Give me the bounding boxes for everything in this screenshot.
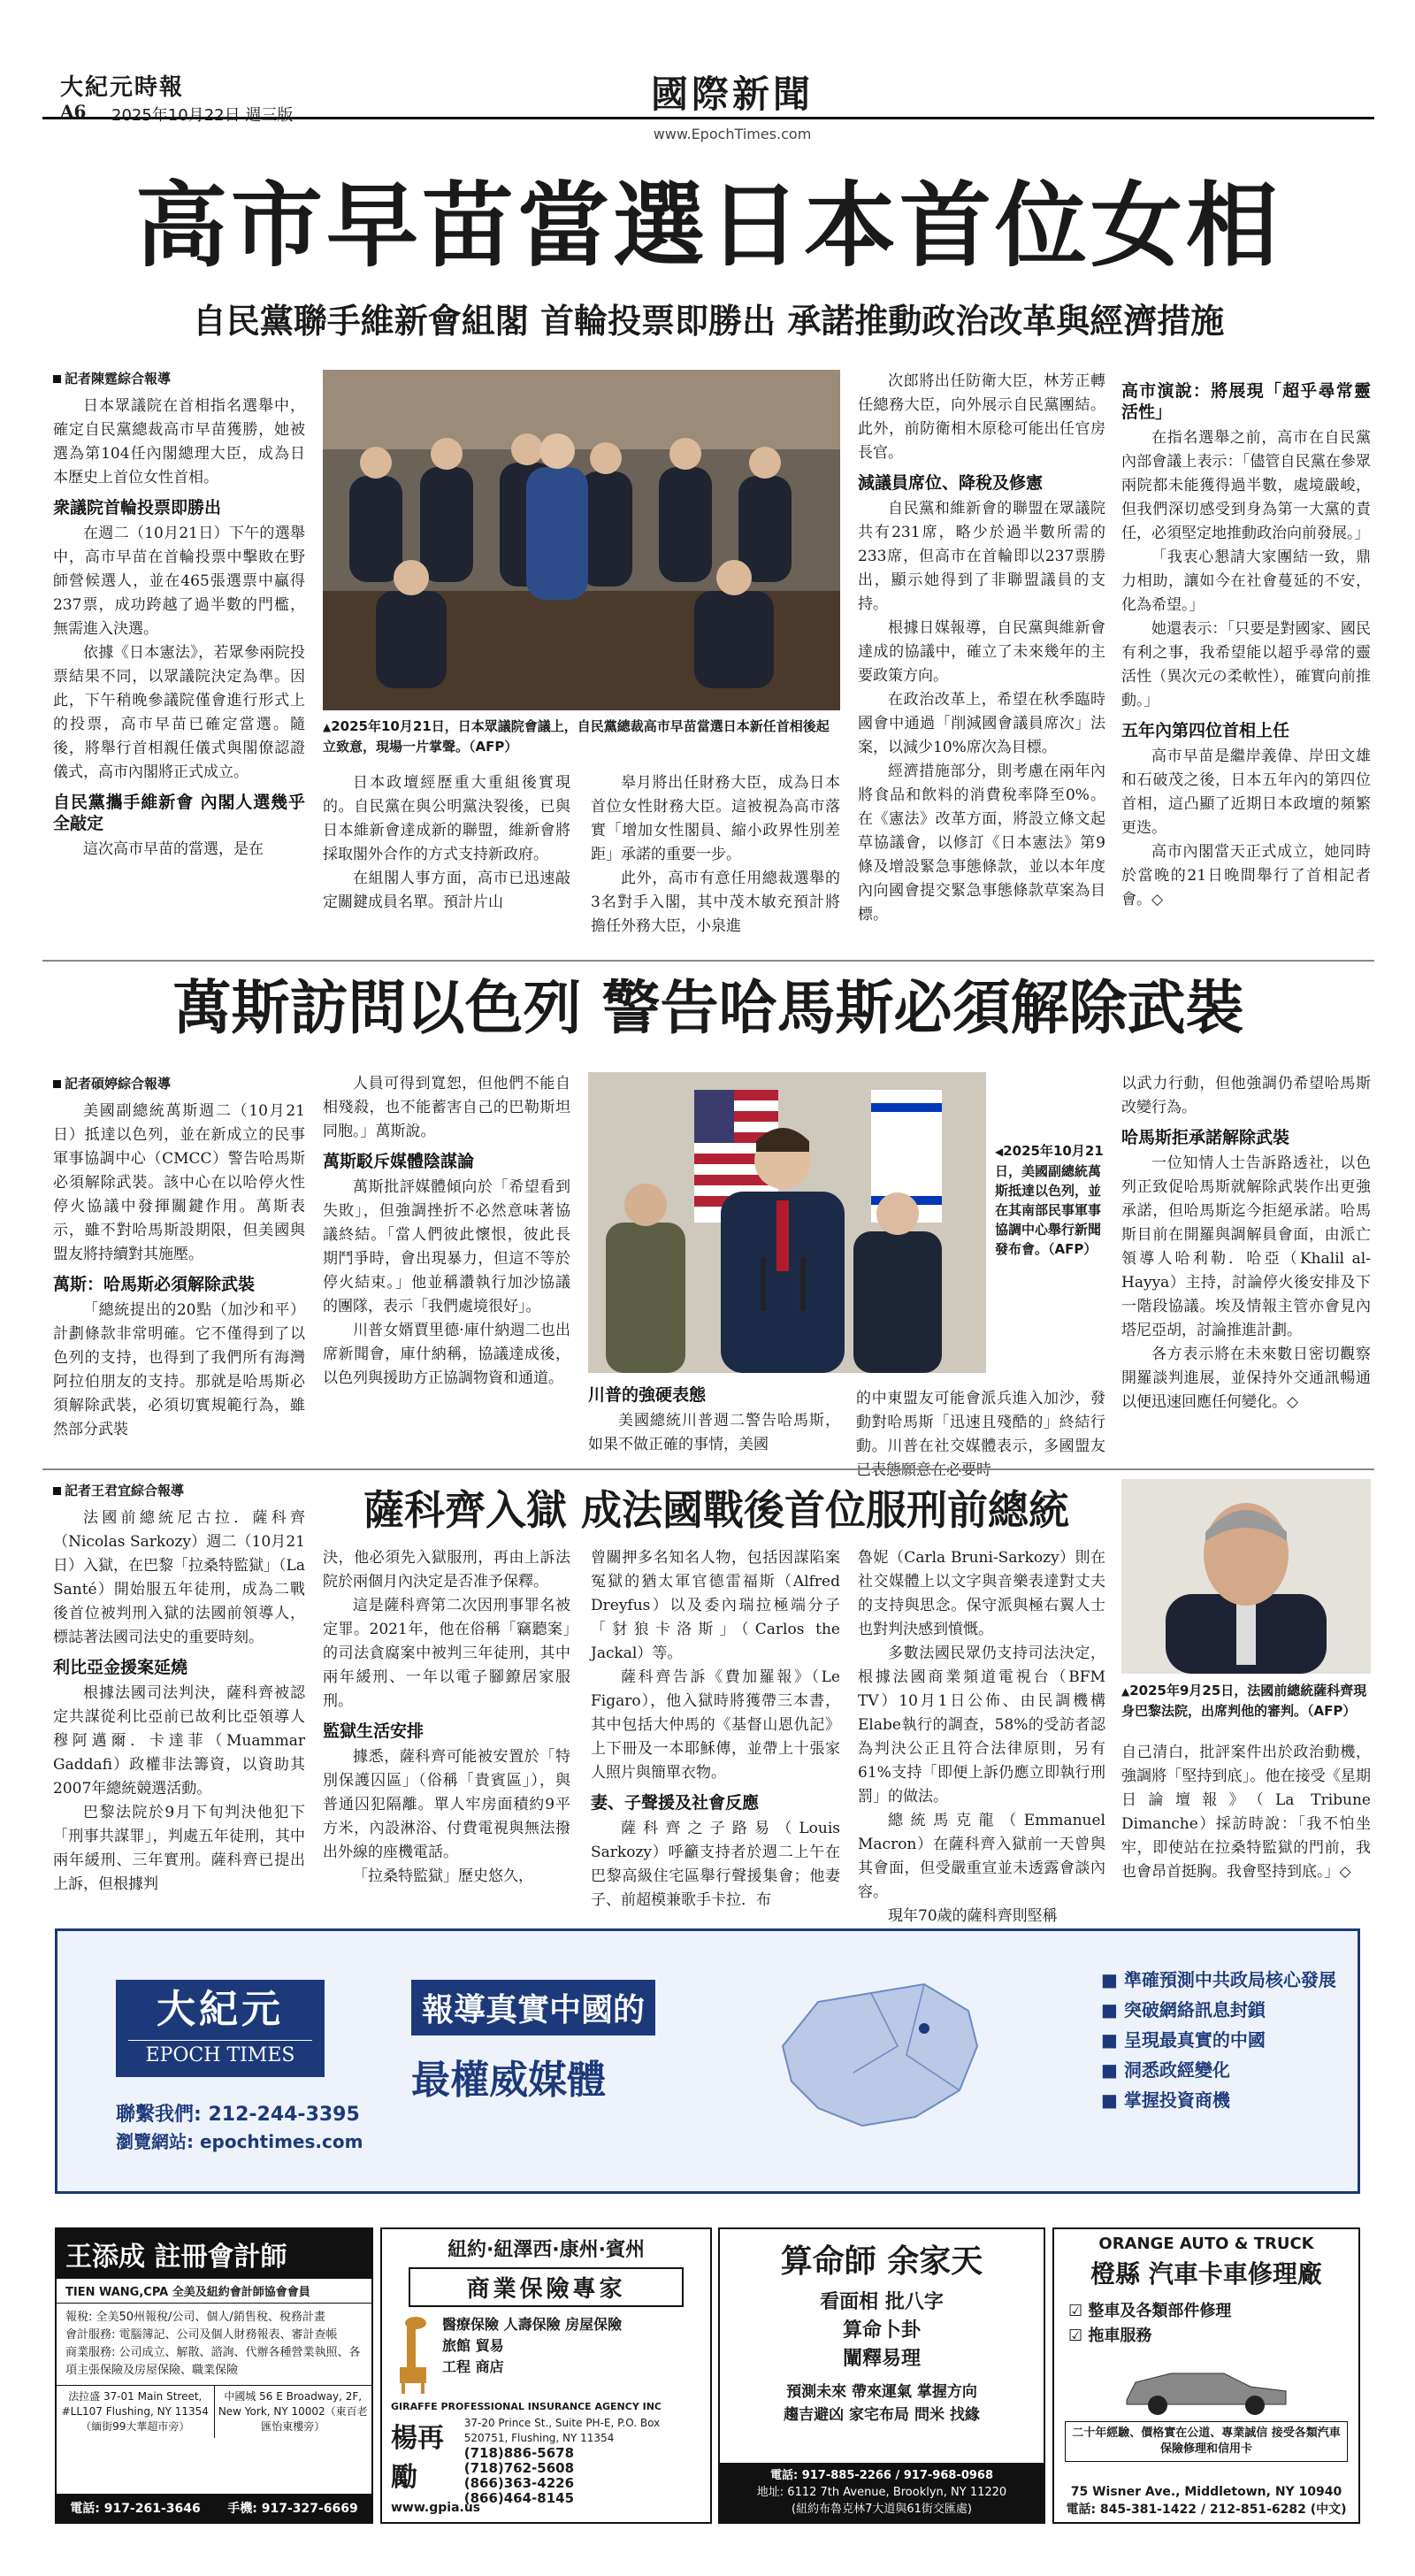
parliament-photo	[323, 370, 840, 710]
ad-title: 紐約·紐澤西·康州·賓州	[447, 2239, 646, 2261]
paragraph: 以武力行動，但他強調仍希望哈馬斯改變行為。	[1121, 1075, 1371, 1116]
bullet-item: ■ 洞悉政經變化	[1101, 2059, 1230, 2081]
paper-name: 大紀元時報	[60, 74, 185, 101]
paragraph: 魯妮（Carla Bruni-Sarkozy）則在社交媒體上以文字與音樂表達對丈夫的支持與思念。保守派與極右翼人士也對判決感到憤慨。	[858, 1549, 1105, 1638]
ad-company: GIRAFFE PROFESSIONAL INSURANCE AGENCY INC	[391, 2401, 662, 2412]
bullet-item: ■ 掌握投資商機	[1101, 2089, 1230, 2111]
ad-line: 醫療保險 人壽保險 房屋保險	[442, 2316, 623, 2333]
ad-bullets	[1101, 1966, 1340, 2117]
ad-subtitle: TIEN WANG,CPA 全美及紐約會計師協會會員	[57, 2279, 371, 2304]
paragraph: 這是薩科齊第二次因刑事罪名被定罪。2021年，他在俗稱「竊聽案」的司法貪腐案中被判三年徒刑，其中兩年緩刑、一年以電子腳鐐居家服刑。	[323, 1597, 570, 1710]
ad-line: 闡釋易理	[842, 2348, 921, 2370]
ad-agent: 楊再勵	[391, 2423, 444, 2493]
paragraph: 根據法國司法判決，薩科齊被認定共謀從利比亞前已故利比亞領導人穆阿邁爾．卡達菲（Muammar Gaddafi）政權非法籌資，以資助其2007年總統競選活動。	[53, 1684, 305, 1798]
giraffe-icon	[391, 2314, 435, 2394]
ad-subtitle: 商業保險專家	[409, 2267, 684, 2307]
ad-line: ☑ 整車及各類部件修理	[1068, 2302, 1232, 2320]
article3-photo-caption: ▲2025年9月25日，法國前總統薩科齊現身巴黎法院，出席判他的審判。（AFP）	[1121, 1683, 1367, 1719]
article2-headline: 萬斯訪問以色列 警告哈馬斯必須解除武裝	[172, 974, 1244, 1042]
ad-slogan	[411, 1980, 712, 2139]
ad-address: 37-20 Prince St., Suite PH-E, P.O. Box 520751, Flushing, NY 11354	[463, 2417, 661, 2444]
paragraph: 一位知情人士告訴路透社，以色列正致促哈馬斯就解除武裝作出更強承諾，但哈馬斯迄今拒絕承諾。哈馬斯目前在開羅與調解員會面，由派亡領導人哈利勒．哈亞（Khalil al-Hayya）主持，討論停火後安排及下一階段協議。埃及情報主管亦會見內塔尼亞胡，討論推進計劃。	[1121, 1154, 1371, 1339]
slogan-line2: 最權威媒體	[411, 2058, 606, 2103]
article1-byline: 記者陳霆綜合報導	[53, 367, 305, 391]
ad-contact[interactable]: 聯繫我們: 212-244-3395	[116, 2104, 360, 2126]
paragraph: 「我衷心懇請大家團結一致，鼎力相助，讓如今在社會蔓延的不安，化為希望。」	[1121, 548, 1371, 614]
paragraph: 次郎將出任防衛大臣，林芳正轉任總務大臣，向外展示自民黨團結。此外，前防衛相木原稔可能出任官房長官。	[858, 372, 1105, 462]
paragraph: 「總統提出的20點（加沙和平）計劃條款非常明確。它不僅得到了以色列的支持，也得到了我們所有海灣阿拉伯朋友的支持。那就是哈馬斯必須解除武裝，必須切實規範行為，雖然部分武裝	[53, 1301, 305, 1438]
epoch-logo	[116, 1980, 325, 2077]
slogan-line1: 報導真實中國的	[411, 1980, 655, 2036]
square-icon	[53, 1487, 61, 1495]
paragraph: 各方表示將在未來數日密切觀察開羅談判進展，並保持外交通訊暢通以便迅速回應任何變化。◇	[1121, 1346, 1371, 1411]
paragraph: 在週二（10月21日）下午的選舉中，高市早苗在首輪投票中擊敗在野師營候選人，並在465張選票中贏得237票，成功跨越了過半數的門檻，無需進入決選。	[53, 525, 305, 638]
article3-col4	[858, 1546, 1105, 1928]
paragraph: 美國副總統萬斯週二（10月21日）抵達以色列，並在新成立的民事軍事協調中心（CMCC）警告哈馬斯必須解除武裝。該中心在以哈停火性停火協議中發揮關鍵作用。萬斯表示，雖不對哈馬斯設期限，但美國與盟友將持續對其施壓。	[53, 1102, 305, 1263]
logo-en: EPOCH TIMES	[128, 2040, 312, 2071]
triangle-icon: ◀	[995, 1146, 1004, 1158]
ad-phone[interactable]: 電話: 845-381-1422 / 212-851-6282 (中文)	[1066, 2503, 1347, 2517]
paragraph: 此外，高市有意任用總裁選舉的3名對手入閣，其中茂木敏充預計將擔任外務大臣，小泉進	[591, 870, 840, 935]
paragraph: 巴黎法院於9月下旬判決他犯下「刑事共謀罪」，判處五年徒刑，其中兩年緩刑、三年實刑。薩科齊已提出上訴，但根據判	[53, 1804, 305, 1893]
article2-col5	[1121, 1072, 1371, 1414]
paragraph: 曾關押多名知名人物，包括因謀陷案冤獄的猶太軍官德雷福斯（Alfred Dreyfus）以及委內瑞拉極端分子「豺狼卡洛斯」（Carlos the Jackal）等。	[591, 1549, 840, 1662]
paragraph: 經濟措施部分，則考慮在兩年內將食品和飲料的消費稅率降至0%。在《憲法》改革方面，將設立條文起草協議會，以修訂《日本憲法》第9條及增設緊急事態條款，並以本年度內向國會提交緊急事態條款草案為目標。	[858, 763, 1105, 924]
paragraph: 自民黨和維新會的聯盟在眾議院共有231席，略少於過半數所需的233席，但高市在首輪即以237票勝出，顯示她得到了非聯盟議員的支持。	[858, 500, 1105, 613]
ad-office: 法拉盛 37-01 Main Street, #LL107 Flushing, NY 11354（緬街99大華超市旁）	[57, 2386, 215, 2438]
ad-phone[interactable]: (866)464-8145	[463, 2490, 575, 2506]
article1-col4	[858, 370, 1105, 927]
ad-website[interactable]: www.gpia.us	[391, 2501, 481, 2515]
paragraph: 多數法國民眾仍支持司法決定，根據法國商業頻道電視台（BFM TV）10月1日公佈、由民調機構Elabe執行的調查，58%的受訪者認為判決公正且符合法律原則，另有61%支持「即便上訴仍應立即執行刑罰」的做法。	[858, 1644, 1105, 1806]
ad-fortune	[718, 2227, 1045, 2524]
paragraph: 人員可得到寬恕，但他們不能自相殘殺，也不能蓄害自己的巴勒斯坦同胞。」萬斯說。	[323, 1075, 570, 1140]
car-icon	[1118, 2356, 1295, 2418]
paragraph: 「拉桑特監獄」歷史悠久，	[353, 1867, 533, 1885]
ad-contact-block	[382, 2412, 710, 2510]
subheading: 萬斯駁斥媒體陰謀論	[323, 1152, 475, 1171]
paragraph: 在指名選舉之前，高市在自民黨內部會議上表示：「儘管自民黨在參眾兩院都未能獲得過半數，處境嚴峻，但我們深切感受到身為第一大黨的責任，必須堅定地推動政治向前發展。」	[1121, 429, 1371, 542]
divider	[42, 1468, 1374, 1470]
ad-website[interactable]: 瀏覽網站: epochtimes.com	[116, 2131, 363, 2152]
article2-col2	[323, 1072, 570, 1391]
ad-phone[interactable]: (866)363-4226	[463, 2475, 575, 2491]
paragraph: 自己清白，批評案件出於政治動機，強調將「堅持到底」。他在接受《星期日論壇報》（La Tribune Dimanche）採訪時說：「我不怕坐牢，即使站在拉桑特監獄的門前，我也會昂首挺胸。我會堅持到底。」◇	[1121, 1744, 1371, 1881]
ad-address: 75 Wisner Ave., Middletown, NY 10940	[1070, 2485, 1342, 2499]
ad-phone[interactable]: 手機: 917-327-6669	[227, 2502, 358, 2516]
subheading: 萬斯：哈馬斯必須解除武裝	[53, 1275, 256, 1294]
article3-col5	[1121, 1741, 1371, 1884]
epoch-times-ad	[55, 1928, 1360, 2194]
article1-subhead: 自民黨聯手維新會組閣 首輪投票即勝出 承諾推動政治改革與經濟措施	[192, 302, 1225, 341]
article2-col1	[53, 1072, 305, 1442]
triangle-icon: ▲	[323, 721, 332, 733]
subheading: 哈馬斯拒承諾解除武裝	[1121, 1128, 1290, 1147]
paragraph: 薩科齊之子路易（Louis Sarkozy）呼籲支持者於週二上午在巴黎高級住宅區舉行聲援集會；他妻子、前超模兼歌手卡拉．布	[591, 1820, 840, 1909]
square-icon	[53, 1080, 61, 1088]
subheading: 衆議院首輪投票即勝出	[53, 498, 222, 518]
ad-line: 會計服務: 電腦簿記、公司及個人財務報表、審計查帳	[65, 2328, 338, 2342]
paragraph: 她還表示：「只要是對國家、國民有利之事，我希望能以超乎尋常的靈活性（異次元の柔軟性），確實向前推動。」	[1121, 620, 1371, 709]
article3-col1	[53, 1479, 305, 1897]
paragraph: 法國前總統尼古拉．薩科齊（Nicolas Sarkozy）週二（10月21日）入獄，在巴黎「拉桑特監獄」（La Santé）開始服五年徒刑，成為二戰後首位被判刑入獄的法國前領導人，標誌著法國司法史的重要時刻。	[53, 1509, 305, 1646]
article2-photo	[588, 1072, 986, 1373]
ad-phone[interactable]: (718)762-5608	[463, 2460, 575, 2476]
ad-line: 算命卜卦	[842, 2319, 921, 2342]
ad-title: 橙縣 汽車卡車修理廠	[1090, 2259, 1322, 2288]
sarkozy-photo	[1121, 1479, 1371, 1674]
ad-line: 看面相 批八字	[820, 2291, 944, 2313]
bullet-item: ■ 突破網絡訊息封鎖	[1101, 1999, 1266, 2020]
ad-line: ☑ 拖車服務	[1068, 2327, 1152, 2345]
article1-photo-caption: ▲2025年10月21日，日本眾議院會議上，自民黨總裁高市早苗當選日本新任首相後起立致意，現場一片掌聲。（AFP）	[323, 718, 830, 755]
paragraph: 高市早苗是繼岸義偉、岸田文雄和石破茂之後，日本五年內的第四位首相，這凸顯了近期日本政壇的頻繁更迭。	[1121, 748, 1371, 837]
ad-line: 報稅: 全美50州報稅/公司、個人/銷售稅、稅務計畫	[65, 2311, 325, 2324]
ad-note: 二十年經驗、價格實在公道、專業誠信 接受各類汽車保險修理和信用卡	[1065, 2421, 1348, 2462]
ad-lines	[1054, 2296, 1358, 2352]
bullet-item: ■ 呈現最真實的中國	[1101, 2029, 1266, 2051]
paragraph: 萬斯批評媒體傾向於「希望看到失敗」，但強調挫折不必然意味著協議終結。「當人們彼此懷恨，彼此長期鬥爭時，會出現暴力，但這不等於停火結束。」他並稱讚執行加沙協議的團隊，表示「我們處境很好」。	[323, 1178, 570, 1315]
ad-office: 中國城 56 E Broadway, 2F, New York, NY 10002（東百老匯怡東樓旁）	[218, 2390, 368, 2433]
paragraph: 在政治改革上，希望在秋季臨時國會中通過「削減國會議員席次」法案，以減少10%席次為目標。	[858, 691, 1105, 756]
article3-photo	[1121, 1479, 1371, 1674]
china-map-icon	[765, 1966, 995, 2143]
article1-col1	[53, 367, 305, 862]
ad-lines-2	[720, 2380, 1044, 2426]
ad-insurance	[380, 2227, 712, 2524]
ad-cpa	[55, 2227, 373, 2524]
ad-phones	[57, 2494, 371, 2522]
paragraph: 川普女婿賈里德·庫什納週二也出席新聞會，庫什納稱，協議達成後，以色列與援助方正協調物資和通道。	[323, 1322, 570, 1387]
article2-photo-caption: ◀2025年10月21日，美國副總統萬斯抵達以色列，並在其南部民事軍事協調中心舉行新聞發布會。（AFP）	[995, 1143, 1104, 1257]
paragraph: 依據《日本憲法》，若眾參兩院投票結果不同，以眾議院決定為準。因此，下午稍晚參議院僅會進行形式上的投票，高市早苗已確定當選。隨後，將舉行首相親任儀式與閣僚認證儀式，高市內閣將正式成立。	[53, 644, 305, 781]
paragraph: 根據日媒報導，自民黨與維新會達成的協議中，確立了未來幾年的主要政策方向。	[858, 619, 1105, 685]
section-title: 國際新聞	[650, 73, 814, 116]
subheading: 妻、子聲援及社會反應	[591, 1793, 760, 1813]
ad-line: 商業服務: 公司成立、解散、諮詢、代辦各種營業執照、各項主張保險及房屋保險、職業保險	[65, 2346, 361, 2377]
paragraph: 日本政壇經歷重大重組後實現的。自民黨在與公明黨決裂後，已與日本維新會達成新的聯盟，維新會將採取閣外合作的方式支持新政府。	[323, 774, 570, 863]
ad-line: 旅館 貿易	[442, 2337, 504, 2354]
subheading: 高市演說：將展現「超乎尋常靈活性」	[1121, 381, 1371, 422]
ad-title: 王添成 註冊會計師	[57, 2229, 371, 2279]
issue-date: 2025年10月22日 週三版	[111, 106, 294, 125]
paragraph: 現年70歲的薩科齊則堅稱	[888, 1907, 1058, 1925]
paragraph: 在組閣人事方面，高市已迅速敲定關鍵成員名單。預計片山	[323, 870, 570, 911]
bullet-item: ■ 準確預測中共政局核心發展	[1101, 1969, 1336, 1990]
article1-col2	[323, 771, 570, 915]
ad-auto	[1052, 2227, 1360, 2524]
paragraph: 據悉，薩科齊可能被安置於「特別保護囚區」（俗稱「貴賓區」），與普通囚犯隔離。單人牢房面積約9平方米，內設淋浴、付費電視與無法撥出外線的座機電話。	[323, 1748, 570, 1861]
subheading: 監獄生活安排	[323, 1721, 424, 1741]
masthead	[42, 62, 1374, 159]
paragraph: 美國總統川普週二警告哈馬斯，如果不做正確的事情，美國	[588, 1412, 840, 1453]
article3-byline: 記者王君宜綜合報導	[53, 1479, 305, 1503]
website: www.EpochTimes.com	[653, 126, 812, 142]
ad-lines	[720, 2288, 1044, 2373]
ad-phone[interactable]: 電話: 917-885-2266 / 917-968-0968	[769, 2469, 993, 2482]
ad-body	[382, 2307, 710, 2401]
ad-lines	[57, 2304, 371, 2385]
ad-phone[interactable]: (718)886-5678	[463, 2445, 575, 2461]
article2-byline: 記者碩婷綜合報導	[53, 1072, 305, 1096]
ad-line: 趨吉避凶 家宅布局 問米 找緣	[784, 2406, 980, 2424]
paragraph: 這次高市早苗的當選，是在	[83, 840, 264, 858]
article1-col3	[591, 771, 840, 939]
ad-line: 預測未來 帶來運氣 掌握方向	[786, 2383, 977, 2401]
ad-title-en: ORANGE AUTO & TRUCK	[1098, 2235, 1314, 2253]
ad-address: 地址: 6112 7th Avenue, Brooklyn, NY 11220	[756, 2486, 1007, 2499]
paragraph: 決，他必須先入獄服刑，再由上訴法院於兩個月內決定是否准予保釋。	[323, 1549, 570, 1591]
subheading: 減議員席位、降稅及修憲	[858, 473, 1044, 493]
ad-footer	[1054, 2480, 1358, 2522]
paragraph: 的中東盟友可能會派兵進入加沙，發動對哈馬斯「迅速且殘酷的」終結行動。川普在社交媒體表示，多國盟友已表態願意在必要時	[856, 1390, 1105, 1479]
paragraph: 高市內閣當天正式成立，她同時於當晚的21日晚間舉行了首相記者會。◇	[1121, 843, 1371, 908]
article3-headline: 薩科齊入獄 成法國戰後首位服刑前總統	[363, 1486, 1069, 1534]
article1-photo	[323, 370, 840, 710]
paragraph: 總統馬克龍（Emmanuel Macron）在薩科齊入獄前一天曾與其會面，但受嚴重宣並未透露會談內容。	[858, 1812, 1105, 1901]
paragraph: 薩科齊告訴《費加羅報》（Le Figaro），他入獄時將獲帶三本書，其中包括大仲馬的《基督山恩仇記》上下冊及一本耶穌傳，並帶上十張家人照片與簡單衣物。	[591, 1668, 840, 1782]
article2-col3	[588, 1384, 840, 1457]
article1-col5	[1121, 380, 1371, 912]
ad-phone[interactable]: 電話: 917-261-3646	[70, 2502, 201, 2516]
logo-cn: 大紀元	[157, 1987, 284, 2032]
subheading: 利比亞金援案延燒	[53, 1658, 188, 1677]
ad-offices	[57, 2385, 371, 2438]
ad-title: 算命師 余家天	[780, 2243, 983, 2280]
vance-photo	[588, 1072, 986, 1373]
paragraph: 皋月將出任財務大臣，成為日本首位女性財務大臣。這被視為高市落實「增加女性閣員、縮小政界性別差距」承諾的重要一步。	[591, 774, 840, 863]
ad-footer	[720, 2463, 1044, 2522]
article1-headline: 高市早苗當選日本首位女相	[134, 171, 1281, 280]
subheading: 五年內第四位首相上任	[1121, 721, 1290, 740]
paragraph: 日本眾議院在首相指名選舉中，確定自民黨總裁高市早苗獲勝，她被選為第104任內閣總理大臣，成為日本歷史上首位女性首相。	[53, 397, 305, 487]
page-number: A6	[60, 101, 87, 122]
article3-col3	[591, 1546, 840, 1913]
square-icon	[53, 375, 61, 383]
subheading: 自民黨攜手維新會 內閣人選幾乎全敲定	[53, 793, 305, 833]
ad-note: (紐約布魯克林7大道與61街交匯處)	[792, 2503, 972, 2516]
subheading: 川普的強硬表態	[588, 1385, 707, 1405]
divider	[42, 960, 1374, 962]
article3-col2	[323, 1546, 570, 1889]
ad-line: 工程 商店	[442, 2358, 504, 2375]
triangle-icon: ▲	[1121, 1685, 1130, 1698]
